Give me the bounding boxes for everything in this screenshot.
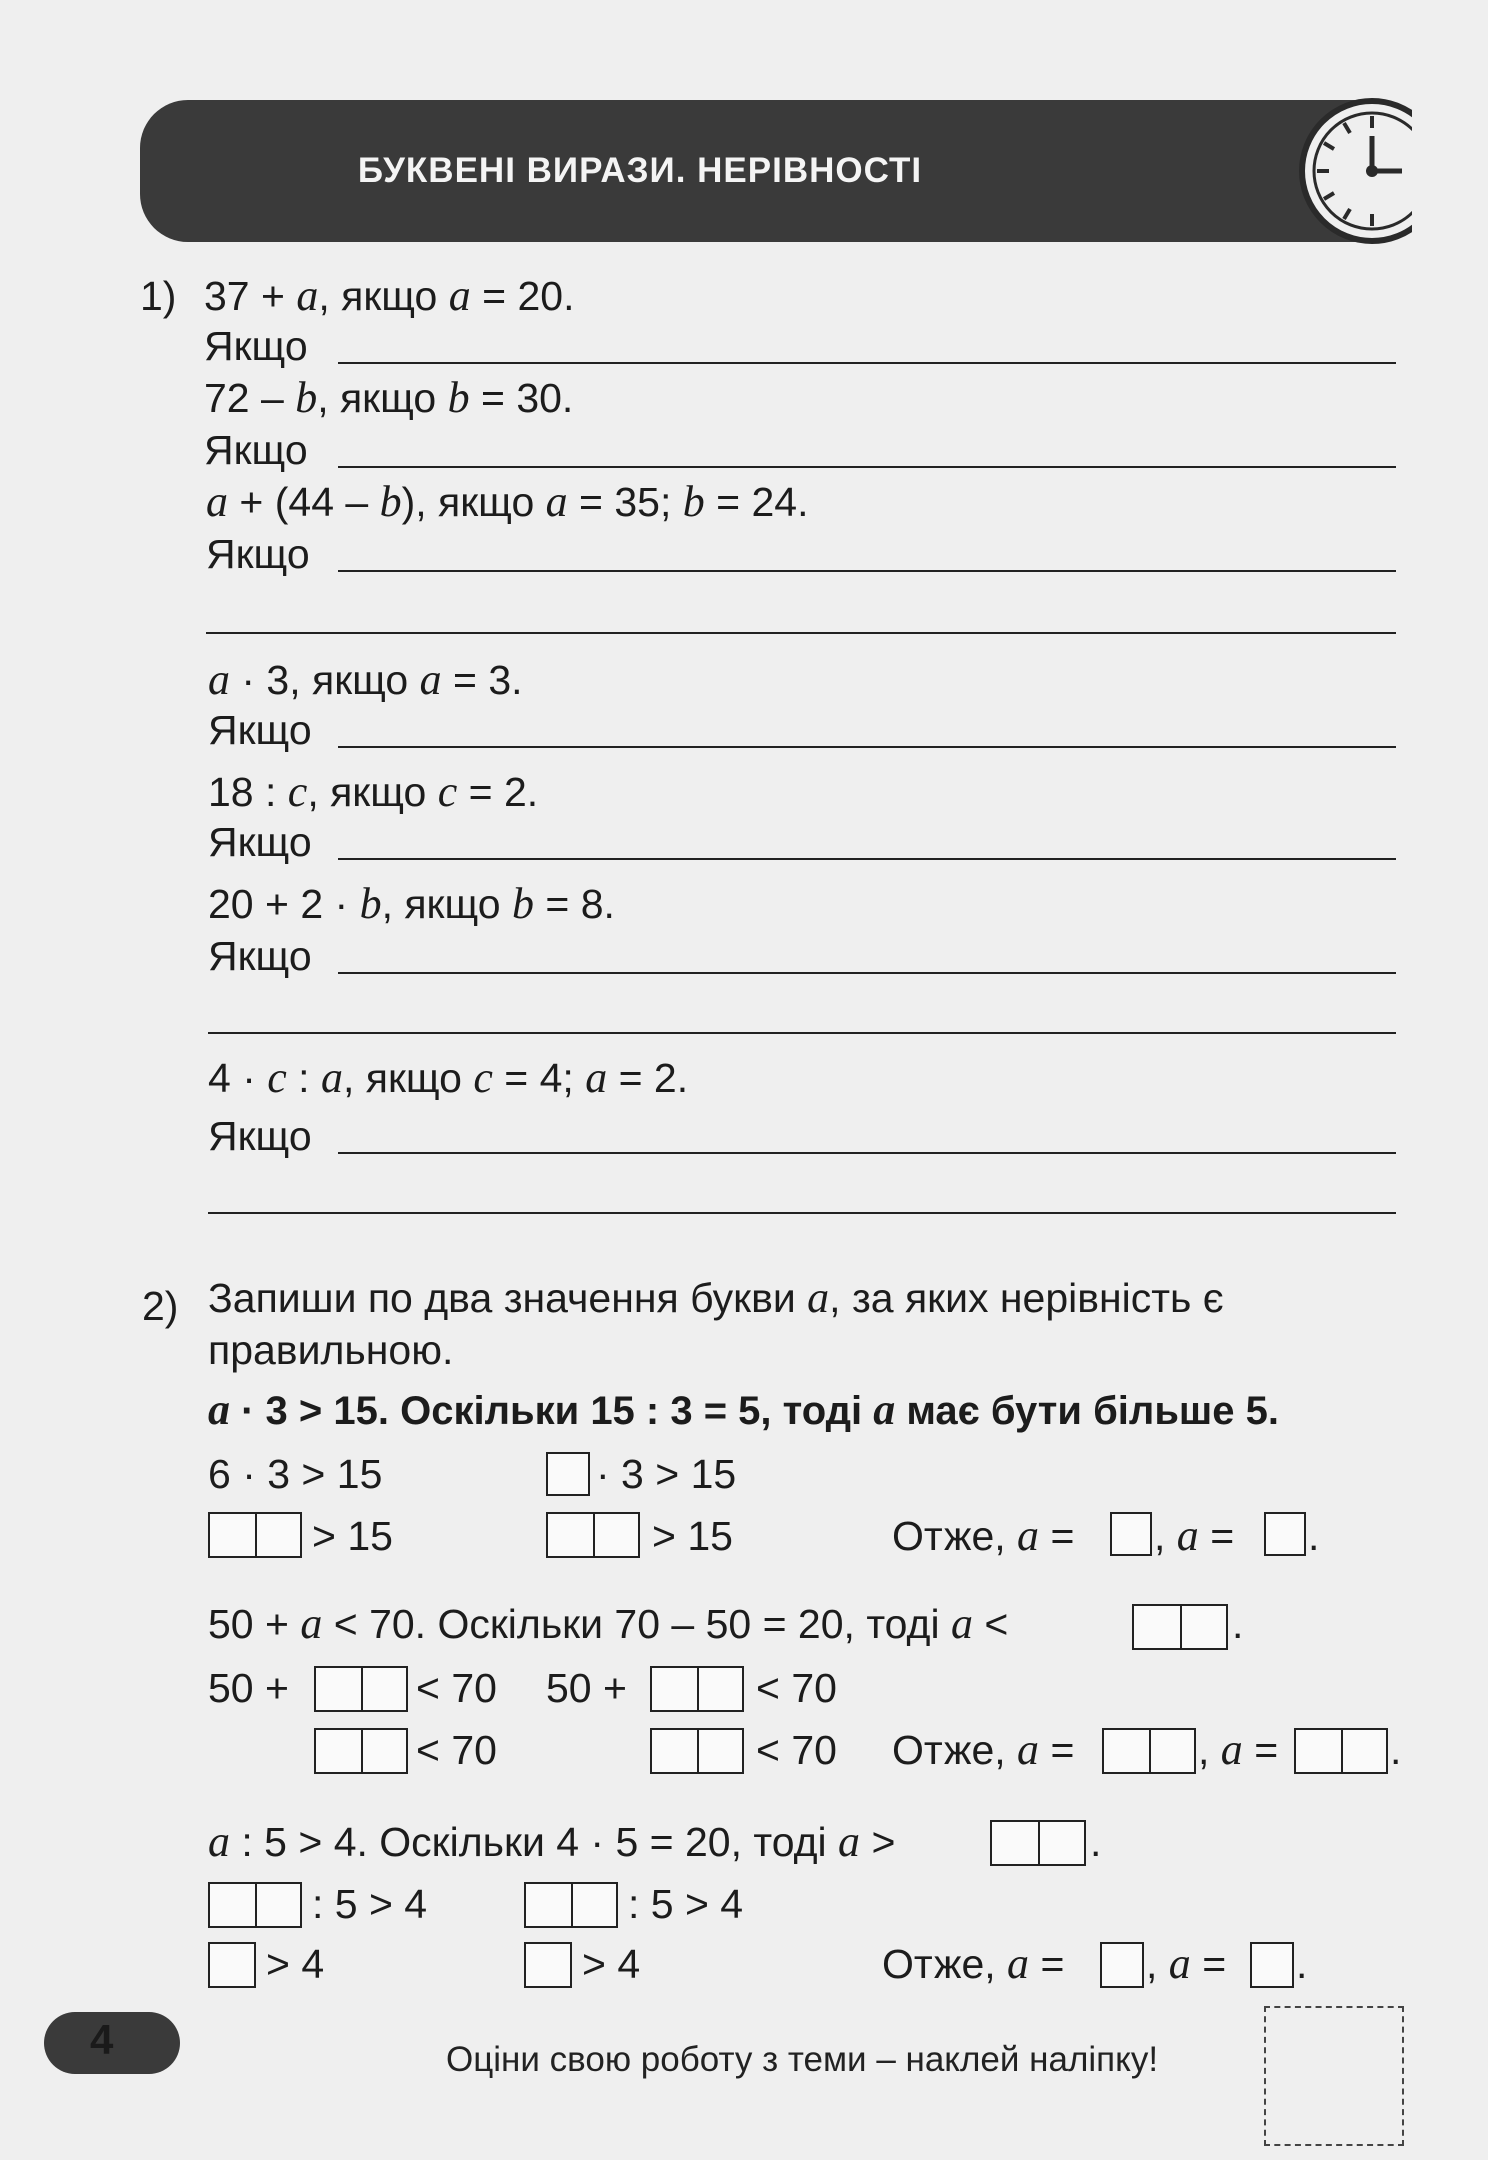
task1-answer-label-1: Якщо (204, 323, 308, 369)
task1-answer-label-7: Якщо (208, 1113, 312, 1159)
answer-box[interactable] (1110, 1512, 1152, 1556)
block2-plus-label: 50 + (208, 1665, 289, 1711)
block3-gt4: > 4 (266, 1941, 325, 1987)
block1-example-inequality: 6 · 3 > 15 (208, 1451, 383, 1497)
answer-line[interactable] (208, 1032, 1396, 1034)
task1-expression-3: a + (44 – b), якщо a = 35; b = 24. (206, 477, 809, 526)
block1-gt15: > 15 (312, 1513, 393, 1559)
task2-instruction: Запиши по два значення букви a, за яких нерівність є (208, 1273, 1224, 1322)
block2-plus-label: 50 + (546, 1665, 627, 1711)
task1-number: 1) (140, 273, 177, 319)
answer-box-double[interactable] (314, 1728, 408, 1774)
block3-div: : 5 > 4 (628, 1881, 744, 1927)
block1-conclusion: Отже, a = (892, 1511, 1075, 1560)
answer-line[interactable] (338, 362, 1396, 364)
answer-box[interactable] (1264, 1512, 1306, 1556)
answer-box-double[interactable] (524, 1882, 618, 1928)
answer-line[interactable] (338, 570, 1396, 572)
answer-box-double[interactable] (1294, 1728, 1388, 1774)
block3-gt4: > 4 (582, 1941, 641, 1987)
task1-expression-5: 18 : c, якщо c = 2. (208, 767, 539, 816)
answer-box[interactable] (1250, 1942, 1294, 1988)
task1-answer-label-2: Якщо (204, 427, 308, 473)
task1-expression-4: a · 3, якщо a = 3. (208, 655, 523, 704)
answer-box-double[interactable] (650, 1666, 744, 1712)
period: . (1090, 1819, 1102, 1865)
block2-lt70: < 70 (756, 1727, 837, 1773)
sticker-placeholder[interactable] (1264, 2006, 1404, 2146)
block2-lt70: < 70 (416, 1665, 497, 1711)
answer-box-double[interactable] (650, 1728, 744, 1774)
task1-expression-2: 72 – b, якщо b = 30. (204, 373, 574, 422)
block3-condition: a : 5 > 4. Оскільки 4 · 5 = 20, тоді a > (208, 1817, 896, 1866)
answer-box-double[interactable] (314, 1666, 408, 1712)
block3-div: : 5 > 4 (312, 1881, 428, 1927)
answer-line[interactable] (338, 1152, 1396, 1154)
task1-answer-label-3: Якщо (206, 531, 310, 577)
answer-box-double[interactable] (208, 1882, 302, 1928)
answer-box[interactable] (524, 1942, 572, 1988)
answer-box-double[interactable] (1132, 1604, 1228, 1650)
block3-conclusion-b: , a = (1146, 1939, 1227, 1988)
clock-icon (1292, 94, 1412, 248)
period: . (1308, 1513, 1320, 1559)
answer-box-double[interactable] (546, 1512, 640, 1558)
task1-expression-6: 20 + 2 · b, якщо b = 8. (208, 879, 615, 928)
block2-conclusion: Отже, a = (892, 1725, 1075, 1774)
answer-box[interactable] (1100, 1942, 1144, 1988)
task1-answer-label-4: Якщо (208, 707, 312, 753)
block3-conclusion: Отже, a = (882, 1939, 1065, 1988)
answer-line[interactable] (338, 746, 1396, 748)
task1-expression-1: 37 + a, якщо a = 20. (204, 271, 575, 320)
task2-number: 2) (142, 1283, 179, 1329)
task2-example: a · 3 > 15. Оскільки 15 : 3 = 5, тоді a має бути більше 5. (208, 1385, 1279, 1434)
answer-line[interactable] (206, 632, 1396, 634)
period: . (1390, 1727, 1402, 1773)
answer-line[interactable] (338, 466, 1396, 468)
answer-line[interactable] (208, 1212, 1396, 1214)
answer-line[interactable] (338, 972, 1396, 974)
task1-expression-7: 4 · c : a, якщо c = 4; a = 2. (208, 1053, 689, 1102)
page-number: 4 (90, 2016, 114, 2063)
answer-box-double[interactable] (990, 1820, 1086, 1866)
period: . (1296, 1941, 1308, 1987)
block1-inequality-right: · 3 > 15 (596, 1451, 737, 1497)
answer-box[interactable] (208, 1942, 256, 1988)
block1-gt15: > 15 (652, 1513, 733, 1559)
block2-lt70: < 70 (416, 1727, 497, 1773)
answer-box-double[interactable] (208, 1512, 302, 1558)
block1-conclusion-b: , a = (1154, 1511, 1235, 1560)
footer-instruction: Оціни свою роботу з теми – наклей наліпку! (446, 2040, 1159, 2079)
task2-instruction-cont: правильною. (208, 1327, 454, 1373)
block2-lt70: < 70 (756, 1665, 837, 1711)
page-title: БУКВЕНІ ВИРАЗИ. НЕРІВНОСТІ (357, 151, 923, 190)
period: . (1232, 1601, 1244, 1647)
task1-answer-label-6: Якщо (208, 933, 312, 979)
block2-conclusion-b: , a = (1198, 1725, 1279, 1774)
task1-answer-label-5: Якщо (208, 819, 312, 865)
block2-condition: 50 + a < 70. Оскільки 70 – 50 = 20, тоді a < (208, 1599, 1009, 1648)
answer-box-double[interactable] (1102, 1728, 1196, 1774)
answer-box[interactable] (546, 1452, 590, 1496)
answer-line[interactable] (338, 858, 1396, 860)
